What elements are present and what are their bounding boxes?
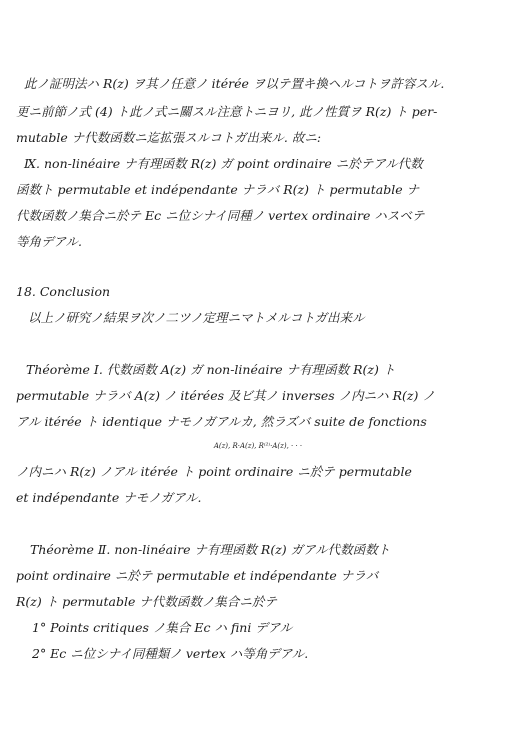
theorem1-formula: A(z), R·A(z), R⁽²⁾·A(z), · · ·: [213, 442, 303, 450]
conclusion-line-1: 以上ノ研究ノ結果ヲ次ノ二ツノ定理ニマトメルコトガ出来ル: [28, 310, 365, 325]
theorem2-line-3: R(z) ト permutable ナ代数函数ノ集合ニ於テ: [16, 594, 277, 609]
theorem2-line-2: point ordinaire ニ於テ permutable et indépendante ナラバ: [16, 568, 379, 583]
paragraph1-line-7: 等角デアル.: [16, 234, 82, 249]
paragraph1-line-1: 此ノ証明法ハ R(z) ヲ其ノ任意ノ itérée ヲ以テ置キ換ヘルコトヲ許容スル.: [24, 76, 445, 91]
paragraph1-line-5: 函数ト permutable et indépendante ナラバ R(z) ト permutable ナ: [16, 182, 420, 197]
paragraph1-line-4: Ⅸ. non-linéaire ナ有理函数 R(z) ガ point ordinaire ニ於テアル代数: [24, 156, 423, 171]
theorem2-item-2: 2° Ec ニ位シナイ同種類ノ vertex ハ等角デアル.: [32, 646, 309, 661]
theorem1-line-1: Théorème Ⅰ. 代数函数 A(z) ガ non-linéaire ナ有理函数 R(z) ト: [26, 362, 396, 377]
theorem1-line-5: ノ内ニハ R(z) ノアル itérée ト point ordinaire ニ於テ permutable: [16, 464, 412, 479]
theorem1-line-6: et indépendante ナモノガアル.: [16, 490, 202, 505]
theorem1-line-2: permutable ナラバ A(z) ノ itérées 及ビ其ノ inverses ノ内ニハ R(z) ノ: [16, 388, 435, 403]
paragraph1-line-2: 更ニ前節ノ式 (4) ト此ノ式ニ關スル注意トニヨリ, 此ノ性質ヲ R(z) ト per-: [16, 104, 438, 119]
paragraph1-line-6: 代数函数ノ集合ニ於テ Ec ニ位シナイ同種ノ vertex ordinaire ハスベテ: [16, 208, 425, 223]
theorem1-line-3: アル itérée ト identique ナモノガアルカ, 然ラズバ suite de fonctions: [16, 414, 427, 429]
section-heading: 18. Conclusion: [16, 284, 111, 299]
paragraph1-line-3: mutable ナ代数函数ニ迄拡張スルコトガ出来ル. 故ニ:: [16, 130, 322, 145]
theorem2-item-1: 1° Points critiques ノ集合 Ec ハ fini デアル: [32, 620, 293, 635]
theorem2-line-1: Théorème Ⅱ. non-linéaire ナ有理函数 R(z) ガアル代数函数ト: [30, 542, 391, 557]
